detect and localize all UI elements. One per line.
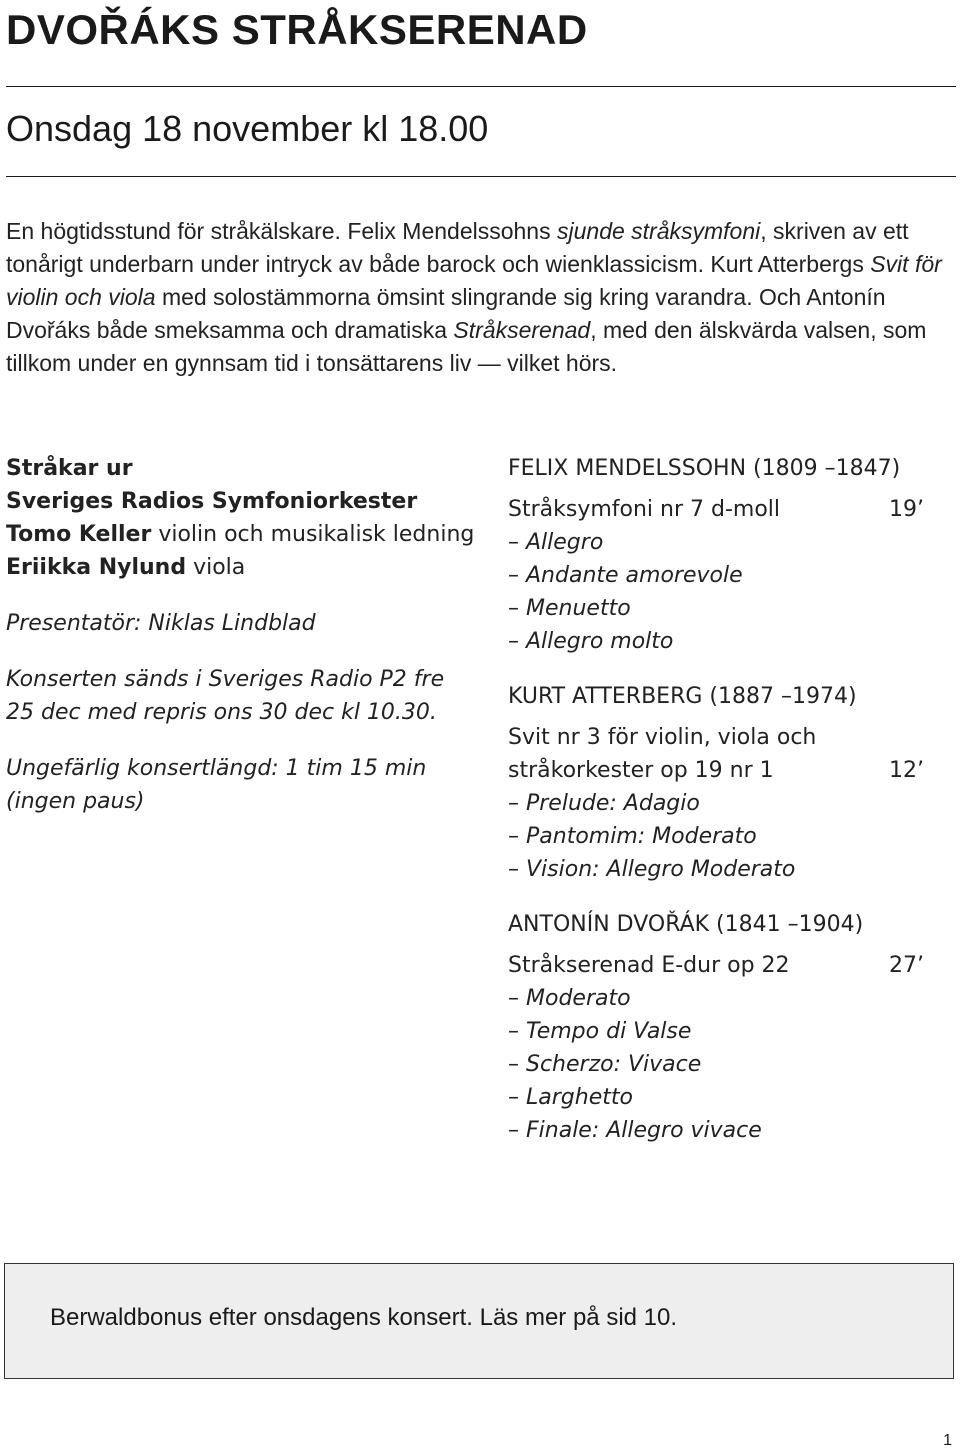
broadcast-info: Konserten sänds i Sveriges Radio P2 fre 25 dec med repris ons 30 dec kl 10.30. xyxy=(6,667,445,725)
work-duration: 12’ xyxy=(889,758,924,783)
intro-work-2: Svit för violin och viola xyxy=(6,251,942,310)
page-number: 1 xyxy=(943,1432,952,1449)
work-title: Svit nr 3 för violin, viola och stråkorkester op 19 nr 1 12’ xyxy=(508,721,948,787)
movement: – Vision: Allegro Moderato xyxy=(508,857,796,882)
composer-heading: ANTONÍN DVOŘÁK (1841 –1904) xyxy=(508,912,864,937)
program-section-atterberg xyxy=(508,680,948,886)
page-title: DVOŘÁKS STRÅKSERENAD xyxy=(6,6,588,53)
work-duration: 27’ xyxy=(889,953,924,978)
performer-1: Tomo Keller violin och musikalisk ledning xyxy=(6,522,475,547)
notice-text: Berwaldbonus efter onsdagens konsert. Läs mer på sid 10. xyxy=(50,1304,678,1331)
date-divider xyxy=(6,176,956,177)
program-column xyxy=(508,452,948,1147)
composer-heading: FELIX MENDELSSOHN (1809 –1847) xyxy=(508,456,901,481)
performers-column xyxy=(6,452,476,818)
title-divider xyxy=(6,86,956,87)
movement: – Tempo di Valse xyxy=(508,1019,692,1044)
ensemble-name: Stråkar ur Sveriges Radios Symfoniorkester xyxy=(6,456,418,514)
movement: – Finale: Allegro vivace xyxy=(508,1118,762,1143)
movement: – Larghetto xyxy=(508,1085,633,1110)
movement: – Prelude: Adagio xyxy=(508,791,700,816)
concert-date: Onsdag 18 november kl 18.00 xyxy=(6,108,489,149)
work-title: Stråkserenad E-dur op 22 27’ xyxy=(508,949,948,982)
intro-work-3: Stråkserenad xyxy=(453,317,591,343)
movement: – Allegro xyxy=(508,530,604,555)
program-section-dvorak xyxy=(508,908,948,1147)
movement: – Moderato xyxy=(508,986,631,1011)
movement: – Scherzo: Vivace xyxy=(508,1052,702,1077)
performer-2: Eriikka Nylund viola xyxy=(6,555,246,580)
movement: – Menuetto xyxy=(508,596,631,621)
program-section-mendelssohn xyxy=(508,452,948,658)
movement: – Andante amorevole xyxy=(508,563,743,588)
notice-box xyxy=(4,1263,954,1379)
intro-work-1: sjunde stråksymfoni xyxy=(557,218,761,244)
work-title: Stråksymfoni nr 7 d-moll 19’ xyxy=(508,493,948,526)
concert-length: Ungefärlig konsertlängd: 1 tim 15 min (ingen paus) xyxy=(6,756,427,814)
intro-paragraph: En högtidsstund för stråkälskare. Felix Mendelssohns sjunde stråksymfoni, skriven av ett tonårigt underbarn under intryck av både barock och wienklassicism. Kurt Atterbergs Svit för violin och viola med solostämmorna ömsint slingrande sig kring varandra. Och Antonín Dvořáks både smeksamma och dramatiska Stråkserenad, med den älskvärda valsen, som tillkom under en gynnsam tid i tonsättarens liv — vilket hörs. xyxy=(6,218,942,376)
presenter: Presentatör: Niklas Lindblad xyxy=(6,611,316,636)
composer-heading: KURT ATTERBERG (1887 –1974) xyxy=(508,684,857,709)
work-duration: 19’ xyxy=(889,497,924,522)
movement: – Pantomim: Moderato xyxy=(508,824,757,849)
movement: – Allegro molto xyxy=(508,629,674,654)
